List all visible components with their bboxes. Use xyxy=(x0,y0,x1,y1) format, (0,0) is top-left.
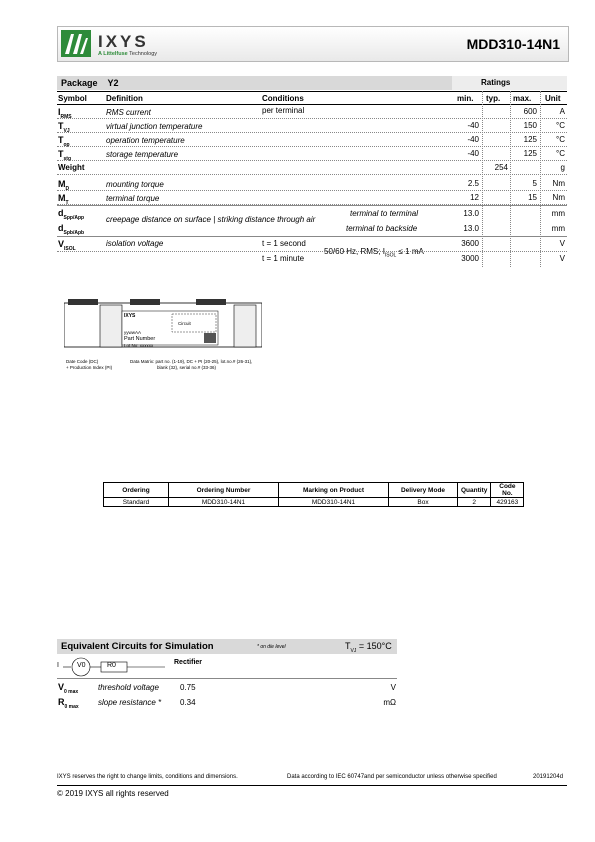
symbol-subscript: 0 max xyxy=(64,703,79,710)
row-rule xyxy=(57,174,567,175)
footer-disclaimer: IXYS reserves the right to change limits, conditions and dimensions. xyxy=(57,774,238,780)
ordering-table xyxy=(103,482,524,507)
rule xyxy=(57,678,397,679)
symbol-letter: V xyxy=(58,682,65,692)
creep-symbol-1: $d_{Spp/App}$ xyxy=(58,208,85,221)
col-symbol: Symbol xyxy=(58,94,87,103)
rule xyxy=(57,91,567,92)
rule xyxy=(57,205,567,206)
row-typ: 254 xyxy=(494,163,508,172)
row-max: 125 xyxy=(523,149,537,158)
rule xyxy=(57,236,567,237)
ordering-col-header: Code No. xyxy=(491,483,524,498)
symbol-subscript: RMS xyxy=(60,113,72,120)
row-unit: Nm xyxy=(552,193,565,202)
equivalent-value: 0.75 xyxy=(180,683,196,692)
row-max: 600 xyxy=(523,107,537,116)
ratings-title: Ratings xyxy=(481,78,511,87)
row-definition: virtual junction temperature xyxy=(106,122,203,131)
equivalent-value: 0.34 xyxy=(180,698,196,707)
equivalent-definition: slope resistance * xyxy=(98,698,162,707)
row-definition: terminal torque xyxy=(106,194,160,203)
rule xyxy=(57,104,567,105)
ordering-col-header: Marking on Product xyxy=(279,483,389,498)
isol-symbol: $V_{ISOL}$ xyxy=(58,239,76,252)
ordering-header-row xyxy=(104,483,524,498)
ordering-cell: MDD310-14N1 xyxy=(279,498,389,507)
drawing-circuit: Circuit xyxy=(178,321,191,326)
row-min: -40 xyxy=(467,135,479,144)
col-max: max. xyxy=(513,94,532,103)
callout-left-2: + Production Index (PI) xyxy=(66,365,113,370)
isol-cond-1: t = 1 second xyxy=(262,239,306,248)
row-max: 150 xyxy=(523,121,537,130)
row-unit: g xyxy=(560,163,565,172)
equivalent-symbol xyxy=(58,697,79,710)
row-min: -40 xyxy=(467,149,479,158)
row-rule xyxy=(57,160,567,161)
ordering-cell: 2 xyxy=(458,498,491,507)
package-label: Package Y2 xyxy=(61,78,119,88)
copyright: © 2019 IXYS all rights reserved xyxy=(57,789,169,798)
footer-standard: Data according to IEC 60747and per semiconductor unless otherwise specified xyxy=(287,774,497,780)
symbol-subscript: op xyxy=(63,141,70,148)
callout-left-1: Date Code (DC) xyxy=(66,359,99,364)
creep-unit-2: mm xyxy=(551,224,565,233)
callout-right-2: blank (32), serial no.# (33-36) xyxy=(157,365,217,370)
row-condition: per terminal xyxy=(262,106,305,115)
symbol-letter: M xyxy=(58,193,66,203)
ordering-cell: Box xyxy=(389,498,458,507)
symbol-subscript: 0 max xyxy=(64,688,79,695)
drawing-line2: Part Number xyxy=(124,336,156,342)
equivalent-definition: threshold voltage xyxy=(98,683,159,692)
footer-doc-code: 20191204d xyxy=(533,774,564,780)
col-unit: Unit xyxy=(545,94,561,103)
logo-text: IXYS xyxy=(98,32,149,51)
row-rule xyxy=(57,146,567,147)
row-max: 15 xyxy=(528,193,537,202)
symbol-subscript: VJ xyxy=(63,127,70,134)
page-header xyxy=(57,26,569,62)
col-conditions: Conditions xyxy=(262,94,304,103)
symbol-letter: R xyxy=(58,697,65,707)
creep-min-1: 13.0 xyxy=(463,209,479,218)
row-definition: RMS current xyxy=(106,108,151,117)
row-definition: operation temperature xyxy=(106,136,185,145)
row-unit: °C xyxy=(556,135,565,144)
ordering-cell: Standard xyxy=(104,498,169,507)
ordering-cell: 429163 xyxy=(491,498,524,507)
col-rectifier: Rectifier xyxy=(174,659,203,666)
col-typ: typ. xyxy=(486,94,501,103)
isol-cond-2: t = 1 minute xyxy=(262,254,305,263)
callout-right-1: Data Matrix: part no. (1-19), DC + PI (20-25), lot.no.# (26-31), xyxy=(130,359,253,364)
isol-definition: isolation voltage xyxy=(106,239,164,248)
row-unit: Nm xyxy=(552,179,565,188)
row-symbol xyxy=(58,163,85,175)
ordering-col-header: Ordering xyxy=(104,483,169,498)
symbol-subscript: D xyxy=(65,185,70,192)
isol-min-2: 3000 xyxy=(461,254,479,263)
row-min: -40 xyxy=(467,121,479,130)
col-sep xyxy=(510,91,511,267)
symbol-letter: I xyxy=(58,107,61,117)
rule xyxy=(57,251,567,252)
equivalent-symbol xyxy=(58,682,78,695)
row-max: 5 xyxy=(532,179,537,188)
circuit-v0-label: V0 xyxy=(77,662,86,669)
row-rule xyxy=(57,118,567,119)
drawing-line3: Lot.No: xxxxxx xyxy=(124,343,154,348)
ordering-col-header: Delivery Mode xyxy=(389,483,458,498)
part-number: MDD310-14N1 xyxy=(466,36,560,52)
equivalent-unit: mΩ xyxy=(383,698,396,707)
footer-rule xyxy=(57,785,567,786)
row-unit: A xyxy=(559,107,565,116)
symbol-letter: T xyxy=(58,149,64,159)
creep-symbol-2: $d_{Spb/Apb}$ xyxy=(58,223,85,236)
row-min: 2.5 xyxy=(467,179,479,188)
isol-cond-common: 50/60 Hz, RMS; $I_{ISOL} \le 1$ mA xyxy=(324,247,424,259)
creep-unit-1: mm xyxy=(551,209,565,218)
isol-unit-1: V xyxy=(559,239,565,248)
drawing-brand: IXYS xyxy=(124,313,136,319)
col-sep xyxy=(482,91,483,267)
row-rule xyxy=(57,132,567,133)
col-min: min. xyxy=(457,94,474,103)
col-definition: Definition xyxy=(106,94,143,103)
isol-unit-2: V xyxy=(559,254,565,263)
row-definition: mounting torque xyxy=(106,180,164,189)
circuit-r0-label: R0 xyxy=(107,662,116,669)
package-drawing xyxy=(64,297,262,353)
creep-cond-2: terminal to backside xyxy=(346,224,418,233)
equivalent-note: * on die level xyxy=(257,644,286,650)
drawing-line1: yywwAA xyxy=(124,330,142,335)
equivalent-temp: $T_{VJ} = 150^\circ C$ xyxy=(345,641,392,654)
isol-min-1: 3600 xyxy=(461,239,479,248)
symbol-letter: Weight xyxy=(58,163,85,172)
row-max: 125 xyxy=(523,135,537,144)
creep-definition: creepage distance on surface | striking distance through air xyxy=(106,215,316,224)
symbol-subscript: stg xyxy=(63,155,71,162)
row-min: 12 xyxy=(470,193,479,202)
row-unit: °C xyxy=(556,149,565,158)
creep-cond-1: terminal to terminal xyxy=(350,209,419,218)
row-unit: °C xyxy=(556,121,565,130)
creep-min-2: 13.0 xyxy=(463,224,479,233)
symbol-letter: T xyxy=(58,135,64,145)
ordering-col-header: Ordering Number xyxy=(169,483,279,498)
equivalent-unit: V xyxy=(390,683,396,692)
symbol-letter: M xyxy=(58,179,66,189)
circuit-current-label: I xyxy=(57,662,59,669)
symbol-subscript: T xyxy=(65,199,69,206)
logo-subtitle: A Littelfuse Technology xyxy=(98,51,158,57)
ordering-col-header: Quantity xyxy=(458,483,491,498)
symbol-letter: T xyxy=(58,121,64,131)
row-rule xyxy=(57,190,567,191)
row-definition: storage temperature xyxy=(106,150,179,159)
table-row xyxy=(104,498,524,507)
ixys-logo-mark xyxy=(61,30,91,57)
equivalent-title: Equivalent Circuits for Simulation xyxy=(61,641,214,652)
ordering-cell: MDD310-14N1 xyxy=(169,498,279,507)
